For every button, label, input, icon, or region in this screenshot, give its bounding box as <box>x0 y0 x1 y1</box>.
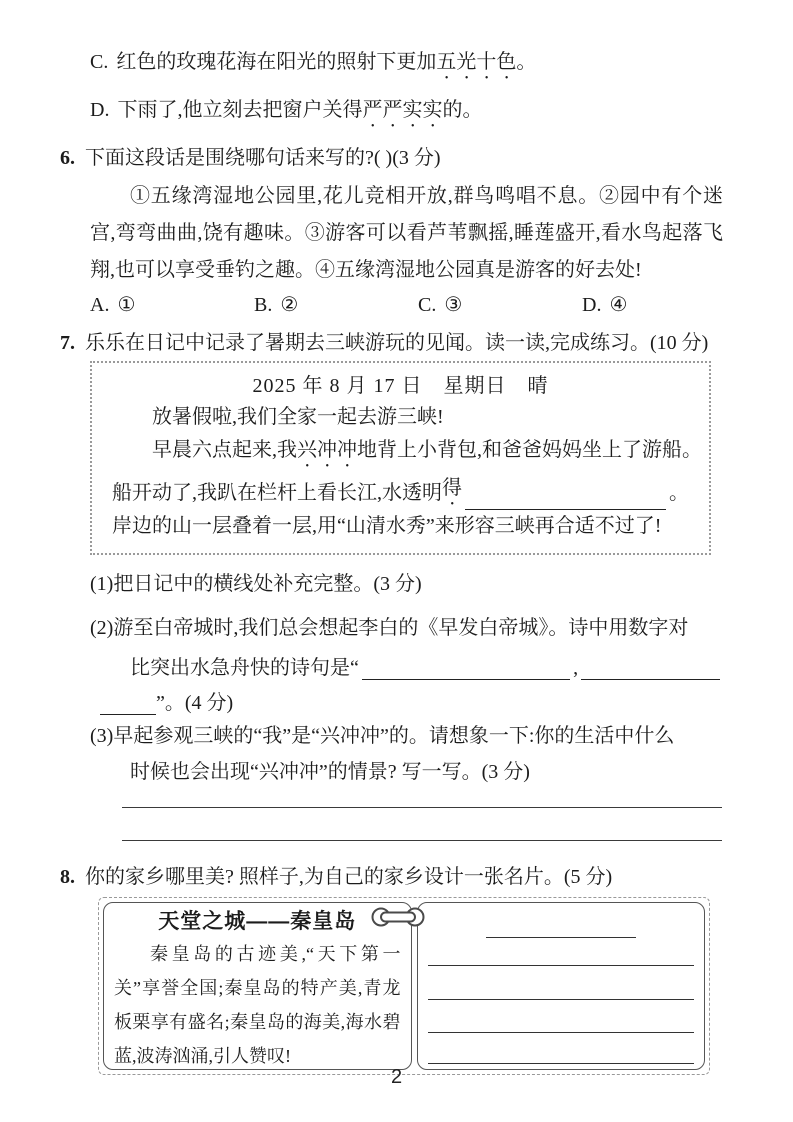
q7-diary-box <box>90 361 711 555</box>
q6-option-c[interactable] <box>418 289 582 321</box>
q5-option-c-emphasis: 五光十色 <box>436 51 517 73</box>
example-namecard-body: 秦皇岛的古迹美,“天下第一关”享誉全国;秦皇岛的特产美,青龙板栗享有盛名;秦皇岛的海美,海水碧蓝,波涛汹涌,引人赞叹! <box>114 944 401 1066</box>
q7-sub2-line2 <box>130 651 723 680</box>
q6-passage: ①五缘湾湿地公园里,花儿竞相开放,群鸟鸣唱不息。②园中有个迷宫,弯弯曲曲,饶有趣味。③游客可以看芦苇飘摇,睡莲盛开,看水鸟起落飞翔,也可以享受垂钓之趣。④五缘湾湿地公园真是游客的好去处! <box>90 185 723 281</box>
q7-sub2-blank-1[interactable] <box>362 655 570 680</box>
q7-stem <box>60 327 723 359</box>
example-namecard-title: 天堂之城——秦皇岛 <box>158 910 357 933</box>
diary-line-2-post: 地背上小背包,和爸爸妈妈坐上了游船。 <box>357 439 702 461</box>
q7-sub1: (1)把日记中的横线处补充完整。(3 分) <box>90 573 422 595</box>
q8-stem <box>60 861 723 893</box>
q6-option-b[interactable] <box>254 289 418 321</box>
blank-namecard-line-2[interactable] <box>428 999 695 1000</box>
diary-line-1: 放暑假啦,我们全家一起去游三峡! <box>152 406 444 428</box>
q7-answer-line-2[interactable] <box>122 808 722 841</box>
q5-option-d-text: 下雨了,他立刻去把窗户关得 <box>117 99 363 121</box>
worksheet-page <box>60 46 723 1075</box>
q6-option-c-label: C. <box>418 294 437 316</box>
q6-option-a-label: A. <box>90 294 110 316</box>
q7-sub3-line1: (3)早起参观三峡的“我”是“兴冲冲”的。请想象一下:你的生活中什么 <box>90 725 675 747</box>
page-number: 2 <box>390 1066 403 1088</box>
q6-option-c-value: ③ <box>444 294 463 316</box>
diary-line-3-pre: 船开动了,我趴在栏杆上看长江,水透明 <box>112 482 442 504</box>
q6-stem-text: 下面这段话是围绕哪句话来写的?( )(3 分) <box>85 147 441 169</box>
q6-option-a-value: ① <box>117 294 136 316</box>
q7-stem-text: 乐乐在日记中记录了暑期去三峡游玩的见闻。读一读,完成练习。(10 分) <box>85 332 709 354</box>
q6-stem <box>60 142 723 174</box>
diary-line-2-emphasis: 兴冲冲 <box>297 439 357 461</box>
q5-option-c-text: 红色的玫瑰花海在阳光的照射下更加 <box>116 51 437 73</box>
blank-namecard-line-1[interactable] <box>428 965 695 966</box>
q6-option-b-label: B. <box>254 294 273 316</box>
q5-option-d-period: 的。 <box>442 99 483 121</box>
q7-sub3-line2: 时候也会出现“兴冲冲”的情景? 写一写。(3 分) <box>130 761 530 783</box>
q8-namecard-area <box>98 897 710 1075</box>
q7-sub2-comma: , <box>573 657 579 679</box>
q7-sub2-line2-text: 比突出水急舟快的诗句是“ <box>130 657 359 679</box>
blank-namecard <box>417 902 706 1070</box>
blank-namecard-line-3[interactable] <box>428 1032 695 1033</box>
diary-line-3 <box>112 472 689 510</box>
q6-number: 6. <box>60 147 75 169</box>
diary-line-3-period: 。 <box>669 482 689 504</box>
diary-line-4: 岸边的山一层叠着一层,用“山清水秀”来形容三峡再合适不过了! <box>112 515 662 537</box>
q5-option-c-label: C. <box>90 51 109 73</box>
q7-answer-line-1[interactable] <box>122 801 722 808</box>
blank-namecard-line-4[interactable] <box>428 1063 695 1064</box>
q5-option-c-period: 。 <box>516 51 537 73</box>
q6-option-a[interactable] <box>90 289 254 321</box>
q7-sub2-blank-3[interactable] <box>100 690 156 715</box>
q5-option-c <box>90 46 723 84</box>
q6-options <box>90 289 723 321</box>
diary-line-2 <box>112 434 702 472</box>
example-namecard <box>103 902 412 1070</box>
diary-line-2-pre: 早晨六点起来,我 <box>152 439 297 461</box>
q5-option-d <box>90 94 723 132</box>
q7-number: 7. <box>60 332 75 354</box>
q7-sub2-line3 <box>100 686 723 715</box>
q8-stem-text: 你的家乡哪里美? 照样子,为自己的家乡设计一张名片。(5 分) <box>85 866 613 888</box>
q7-sub2-line1: (2)游至白帝城时,我们总会想起李白的《早发白帝城》。诗中用数字对 <box>90 617 689 639</box>
diary-line-3-emphasis: 得 <box>442 477 462 499</box>
diary-fill-blank[interactable] <box>465 485 666 510</box>
binder-rings-icon <box>370 904 426 937</box>
q6-option-d-value: ④ <box>609 294 628 316</box>
q7-sub2-blank-2[interactable] <box>581 655 720 680</box>
blank-namecard-title-line[interactable] <box>486 937 636 938</box>
q7-sub2-line3-text: ”。(4 分) <box>156 692 234 714</box>
q6-option-d-label: D. <box>582 294 602 316</box>
diary-date-heading: 2025 年 8 月 17 日 星期日 晴 <box>252 375 549 397</box>
q6-option-d[interactable] <box>582 289 723 321</box>
q8-number: 8. <box>60 866 75 888</box>
q6-option-b-value: ② <box>280 294 299 316</box>
q5-option-d-label: D. <box>90 99 110 121</box>
q5-option-d-emphasis: 严严实实 <box>362 99 443 121</box>
